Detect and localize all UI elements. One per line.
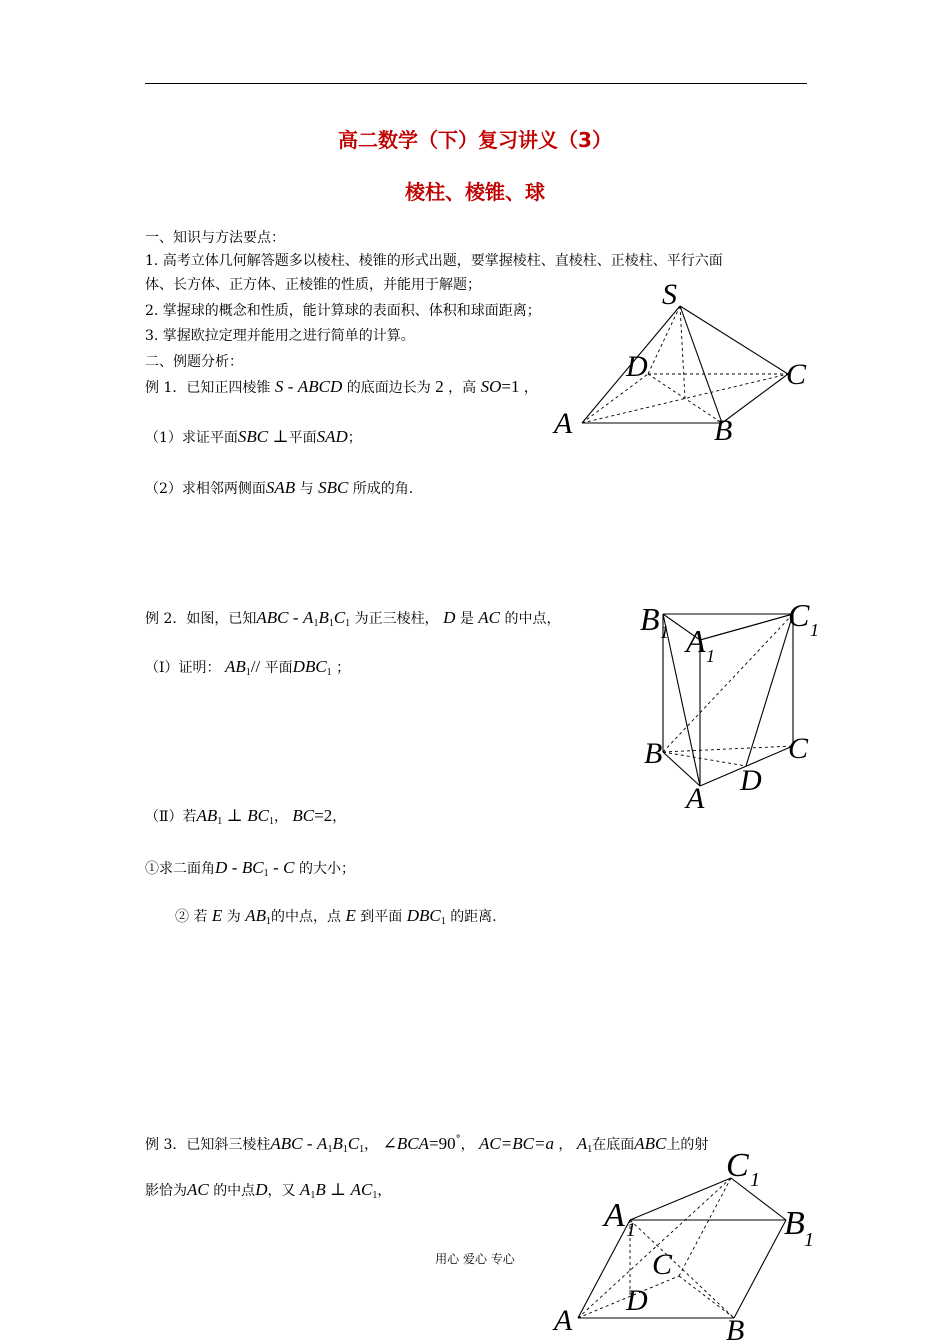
ex2-text3: 的中点， [504, 611, 561, 627]
edge-SB [680, 306, 722, 423]
label-C1: C [726, 1147, 749, 1184]
ex1-minus: - [287, 377, 294, 396]
edge-BC [663, 746, 793, 752]
ex2-s2-end: 的距离. [450, 909, 497, 925]
label-D: D [740, 764, 762, 797]
label-S: S [662, 278, 677, 311]
ex3-deg: ° [455, 1134, 461, 1145]
ex1-q2-SAB: SAB [265, 478, 296, 497]
ex2-AC: AC [478, 608, 500, 627]
label-A1: A [604, 1197, 625, 1234]
ex2-s2-E2: E [345, 906, 356, 925]
ex2-part2 [145, 806, 346, 832]
line-BC1 [663, 614, 793, 752]
ex3-label: 例 3．已知斜三棱柱 [145, 1137, 271, 1153]
ex2-s1-label: ①求二面角 [145, 861, 215, 877]
ex2-sub2 [175, 906, 497, 932]
ex2-s2-AB1: $AB_1$ [245, 906, 271, 927]
page-title: 高二数学（下）复习讲义（3） [338, 128, 612, 152]
ex3-eqBC: =BC [500, 1134, 534, 1153]
ex2-part1 [145, 657, 350, 683]
label-C1: C [788, 597, 810, 633]
ex3-A1B1C1: $A_1B_1C_1$ [317, 1134, 365, 1155]
ex2-p2-label: （Ⅱ）若 [145, 809, 197, 825]
label-A: A [554, 1304, 573, 1337]
ex1-eq1: =1 [501, 377, 520, 396]
ex2-statement [145, 608, 560, 634]
edge-CB [679, 1276, 734, 1318]
ex3-ABC: ABC [270, 1134, 303, 1153]
label-B1-sub: 1 [804, 1229, 814, 1251]
ex3-text5: 上的射 [666, 1137, 709, 1153]
ex1-q1-end: ； [347, 430, 362, 446]
label-B1: B [784, 1205, 805, 1242]
ex3-l2-D: D [255, 1180, 268, 1199]
ex2-label: 例 2．如图，已知 [145, 611, 257, 627]
ex3-l2-perp: ⊥ [330, 1180, 347, 1199]
ex1-q1-label: （1）求证平面 [145, 430, 238, 446]
ex2-A1B1C1: $A_1B_1C_1$ [303, 608, 351, 629]
ex2-sub1 [145, 858, 355, 884]
figure-prism [630, 590, 830, 820]
ex3-line2 [145, 1180, 391, 1206]
ex3-minus: - [306, 1134, 313, 1153]
ex1-q2-and: 与 [299, 481, 314, 497]
label-A1-sub: 1 [706, 646, 715, 666]
ex1-q2-end: 所成的角. [352, 481, 414, 497]
ex3-l2-text: 影恰为 [145, 1183, 187, 1199]
ex1-q1-SAD: SAD [316, 427, 348, 446]
ex1-statement [145, 377, 538, 398]
ex2-p1-parallel: // [250, 657, 261, 676]
label-B: B [726, 1314, 745, 1344]
line-C1D [746, 614, 793, 766]
ex1-q1-plane: 平面 [288, 430, 317, 446]
ex2-p2-perp: ⊥ [226, 806, 243, 825]
label-A: A [686, 782, 705, 815]
ex2-p2-end: ， [332, 809, 347, 825]
ex3-l2-AC1: $AC_1$ [350, 1180, 378, 1201]
page-footer: 用心 爱心 专心 [435, 1252, 515, 1266]
label-B1-sub: 1 [660, 622, 669, 642]
ex3-l2-AC: AC [187, 1180, 209, 1199]
ex2-text1: 为正三棱柱， [354, 611, 439, 627]
ex3-text1: ， [364, 1137, 379, 1153]
label-A1: A [686, 623, 706, 659]
ex1-q2-SBC: SBC [318, 478, 349, 497]
ex3-l2-A1B: $A_1B$ [299, 1180, 326, 1201]
ex1-ABCD: ABCD [297, 377, 343, 396]
edge-B1B [734, 1220, 786, 1318]
diag-DB [648, 374, 722, 423]
ex1-text2: ，高 [448, 380, 477, 396]
label-C: C [788, 732, 809, 765]
ex3-ABC-base: ABC [634, 1134, 667, 1153]
label-B: B [714, 414, 733, 447]
ex2-p2-BC: BC [292, 806, 315, 825]
ex2-p1-label: （Ⅰ）证明： [145, 660, 221, 676]
point-1a: 1. 高考立体几何解答题多以棱柱、棱锥的形式出题，要掌握棱柱、直棱柱、正棱柱、平行六面 [145, 253, 723, 269]
ex2-p2-comma: ， [273, 809, 288, 825]
ex3-text4: 在底面 [592, 1137, 635, 1153]
edge-SD [648, 306, 680, 374]
ex1-text1: 的底面边长为 [346, 380, 431, 396]
ex2-s1-minus1: - [231, 858, 238, 877]
ex2-p1-AB1: $AB_1$ [224, 657, 251, 678]
ex1-value-2: 2 [435, 377, 444, 396]
ex3-eq90: =90 [428, 1134, 456, 1153]
section2-heading: 二、例题分析： [145, 354, 243, 370]
label-A1-sub: 1 [626, 1219, 636, 1241]
ex1-q1-perp: ⊥ [272, 427, 289, 446]
ex2-s2-DBC1: $DBC_1$ [406, 906, 446, 927]
ex2-s1-minus2: - [273, 858, 279, 877]
ex3-eqa: =a [533, 1134, 554, 1153]
label-C: C [786, 358, 807, 391]
ex2-ABC: ABC [256, 608, 289, 627]
header-rule [145, 83, 807, 84]
ex2-s2-is: 为 [226, 909, 241, 925]
label-D: D [626, 350, 648, 383]
figure-pyramid [550, 278, 820, 448]
ex1-question1 [145, 427, 362, 448]
ex2-D: D [443, 608, 456, 627]
edge-SC [680, 306, 788, 374]
ex3-angle: ∠BCA [382, 1134, 429, 1153]
ex1-SO: SO [480, 377, 502, 396]
label-C1-sub: 1 [750, 1169, 760, 1191]
ex3-A1: $A_1$ [576, 1134, 593, 1155]
ex2-s1-D: D [215, 858, 228, 877]
figure-oblique-prism [548, 1140, 828, 1344]
ex1-S: S [274, 377, 284, 396]
ex2-p2-eq2: =2 [314, 806, 333, 825]
ex1-q2-label: （2）求相邻两侧面 [145, 481, 266, 497]
ex3-text3: ， [558, 1137, 573, 1153]
point-3: 3. 掌握欧拉定理并能用之进行简单的计算。 [145, 328, 415, 344]
ex2-p2-BC1: $BC_1$ [247, 806, 274, 827]
ex2-s2-mid: 的中点，点 [270, 909, 341, 925]
height-SO [680, 306, 685, 398]
edge-A1C1 [630, 1178, 731, 1220]
ex2-s2-E: E [211, 906, 223, 925]
point-2: 2. 掌握球的概念和性质，能计算球的表面积、体积和球面距离； [145, 303, 541, 319]
label-B: B [644, 737, 663, 770]
label-C1-sub: 1 [810, 620, 819, 640]
page-subtitle: 棱柱、棱锥、球 [405, 180, 545, 204]
point-1b: 体、长方体、正方体、正棱锥的性质，并能用于解题； [145, 277, 481, 293]
label-D: D [626, 1284, 648, 1317]
ex3-text2: ， [460, 1137, 475, 1153]
ex2-p1-plane: 平面 [264, 660, 293, 676]
label-C: C [652, 1248, 673, 1281]
ex2-s1-BC1: $BC_1$ [241, 858, 269, 879]
ex2-s2-label: ② 若 [175, 909, 208, 925]
label-B1: B [640, 601, 660, 637]
label-A: A [554, 407, 573, 440]
ex2-s1-C: C [283, 858, 295, 877]
ex3-l2-also: ，又 [267, 1183, 296, 1199]
ex1-q1-SBC: SBC [237, 427, 269, 446]
ex2-p2-AB1: $AB_1$ [196, 806, 223, 827]
ex2-p1-DBC1: $DBC_1$ [292, 657, 332, 678]
ex3-l2-end: ， [377, 1183, 392, 1199]
ex3-AC: AC [479, 1134, 501, 1153]
ex2-text2: 是 [459, 611, 474, 627]
section1-heading: 一、知识与方法要点： [145, 230, 285, 246]
edge-A1A [578, 1220, 630, 1318]
ex2-minus: - [292, 608, 299, 627]
ex3-l2-mid: 的中点 [213, 1183, 256, 1199]
ex1-question2 [145, 478, 413, 499]
ex2-s1-end: 的大小； [298, 861, 355, 877]
ex1-label: 例 1．已知正四棱锥 [145, 380, 271, 396]
ex2-p1-end: ； [336, 660, 351, 676]
ex2-s2-to: 到平面 [360, 909, 403, 925]
ex1-text3: ， [523, 380, 538, 396]
line-C1A1 [700, 614, 793, 640]
